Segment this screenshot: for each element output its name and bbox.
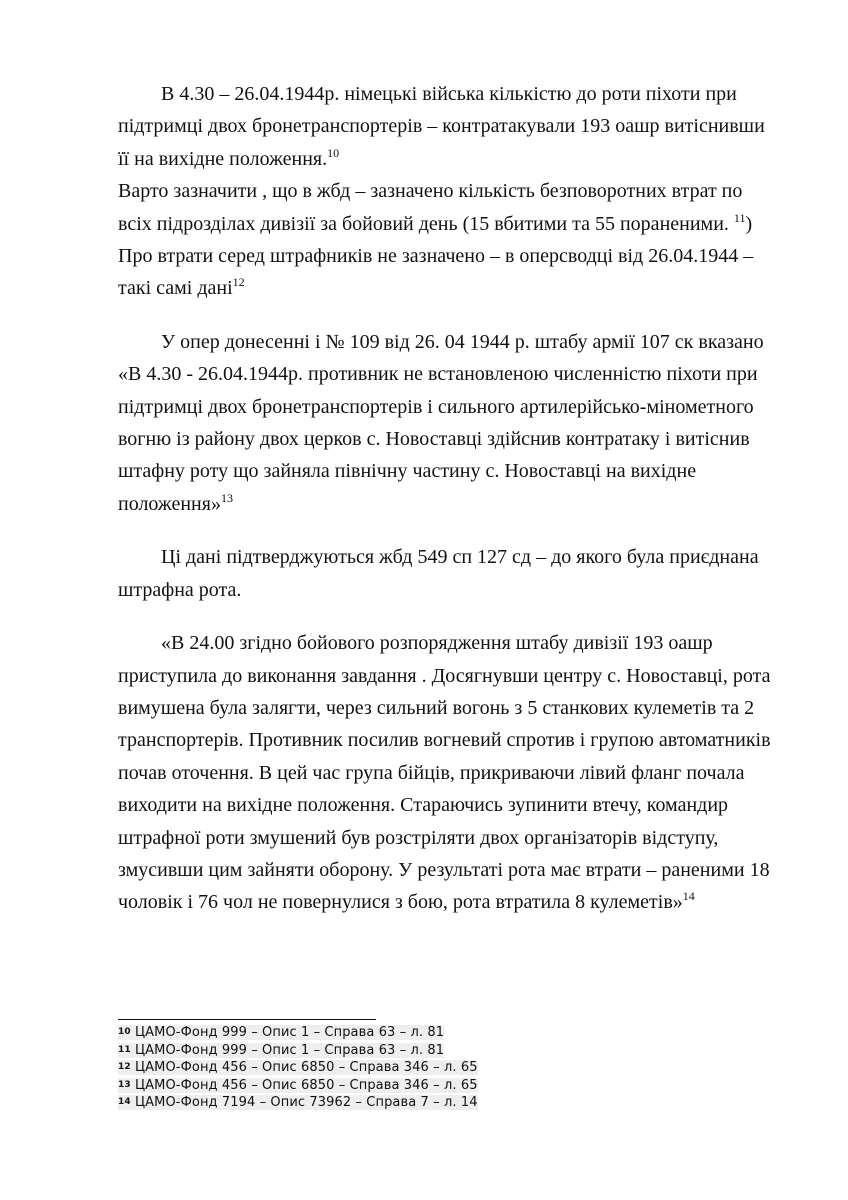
paragraph-4 xyxy=(118,541,774,606)
footnote-10 xyxy=(118,1024,718,1042)
paragraph-2-text-b: ) Про втрати серед штрафників не зазначено – в оперсводці від 26.04.1944 – такі самі дані xyxy=(118,212,754,300)
footnote-12 xyxy=(118,1059,718,1077)
body-text xyxy=(118,78,774,919)
footnote-text: ЦАМО-Фонд 7194 – Опис 73962 – Справа 7 – л. 14 xyxy=(134,1095,478,1110)
footnote-text: ЦАМО-Фонд 456 – Опис 6850 – Справа 346 – л. 65 xyxy=(134,1060,478,1075)
footnote-13 xyxy=(118,1077,718,1095)
footnote-number: 12 xyxy=(118,1062,131,1072)
footnote-number: 11 xyxy=(118,1044,131,1055)
paragraph-2 xyxy=(118,175,774,305)
footnote-separator xyxy=(118,1019,376,1020)
footnote-text: ЦАМО-Фонд 456 – Опис 6850 – Справа 346 – л. 65 xyxy=(134,1077,478,1093)
paragraph-gap xyxy=(118,606,774,627)
footnote-ref-13[interactable]: 13 xyxy=(220,490,233,505)
paragraph-3-text: У опер донесенні і № 109 від 26. 04 1944 р. штабу армії 107 ск вказано «В 4.30 - 26.04.1944р. противник не встановленою численністю піхоти при підтримці двох бронетранспортерів і сильного артилерійсько-мінометного вогню із району двох церков с. Новоставці здійснив контратаку і витіснив штафну роту що зайняла північну частину с. Новоставці на вихідне положення» xyxy=(118,330,764,515)
footnote-ref-14[interactable]: 14 xyxy=(682,889,695,904)
footnote-number: 14 xyxy=(118,1097,131,1107)
footnote-number: 13 xyxy=(118,1079,131,1090)
paragraph-3 xyxy=(118,326,774,520)
footnote-11 xyxy=(118,1042,718,1060)
footnote-14 xyxy=(118,1094,718,1112)
footnotes xyxy=(118,1024,718,1112)
footnote-ref-11[interactable]: 11 xyxy=(733,210,746,225)
paragraph-5-text: «В 24.00 згідно бойового розпорядження штабу дивізії 193 оашр приступила до виконання завдання . Досягнувши центру с. Новоставці, рота вимушена була залягти, через сильний вогонь з 5 станкових кулеметів та 2 транспортерів. Противник посилив вогневий спротив і групою автоматників почав оточення. В цей час група бійців, прикриваючи лівий фланг почала виходити на вихідне положення. Стараючись зупинити втечу, командир штрафної роти змушений був розстріляти двох організаторів відступу, змусивши цим зайняти оборону. У результаті рота має втрати – раненими 18 чоловік і 76 чол не повернулися з бою, рота втратила 8 кулеметів» xyxy=(118,632,771,914)
paragraph-1 xyxy=(118,78,774,175)
paragraph-gap xyxy=(118,520,774,541)
paragraph-4-text: Ці дані підтверджуються жбд 549 сп 127 сд – до якого була приєднана штрафна рота. xyxy=(118,546,759,601)
paragraph-5 xyxy=(118,627,774,919)
paragraph-2-text-a: Варто зазначити , що в жбд – зазначено кількість безповоротних втрат по всіх підрозділах дивізії за бойовий день (15 вбитими та 55 пораненими. xyxy=(118,180,743,235)
footnote-number: 10 xyxy=(118,1027,131,1037)
footnote-text: ЦАМО-Фонд 999 – Опис 1 – Справа 63 – л. 81 xyxy=(134,1042,445,1058)
footnote-ref-10[interactable]: 10 xyxy=(327,145,340,160)
paragraph-gap xyxy=(118,305,774,326)
footnote-ref-12[interactable]: 12 xyxy=(232,275,245,290)
paragraph-1-text: В 4.30 – 26.04.1944р. німецькі війська кількістю до роти піхоти при підтримці двох бронетранспортерів – контратакували 193 оашр витіснивши її на вихідне положення. xyxy=(118,83,765,170)
footnote-text: ЦАМО-Фонд 999 – Опис 1 – Справа 63 – л. 81 xyxy=(134,1025,445,1040)
